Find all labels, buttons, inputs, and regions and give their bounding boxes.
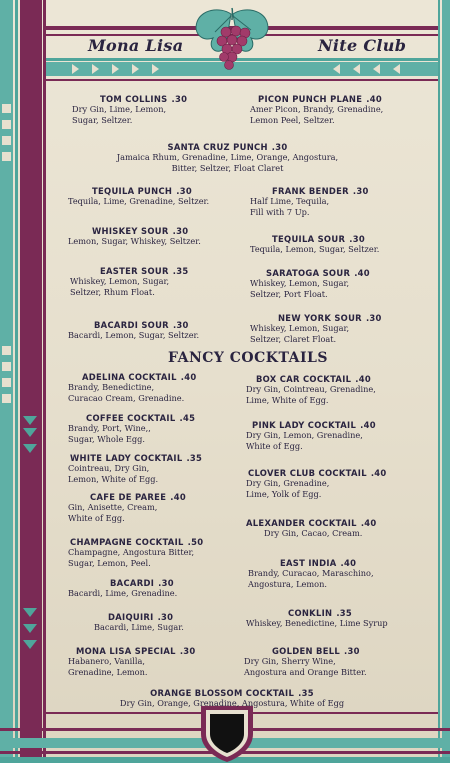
drink-price: .30: [365, 313, 382, 323]
drink-ingredients: Whiskey, Lemon, Sugar, Seltzer, Rhum Float.: [70, 276, 170, 297]
drink-name: TEQUILA SOUR: [272, 234, 346, 244]
grape-leaf-icon: [193, 4, 271, 76]
drink-ingredients: Cointreau, Dry Gin, Lemon, White of Egg.: [68, 463, 159, 484]
drink-name: SARATOGA SOUR: [266, 268, 351, 278]
drink-new-york-sour: [250, 313, 382, 344]
drink-ingredients: Dry Gin, Cointreau, Grenadine, Lime, White of Egg.: [246, 384, 376, 405]
drink-name: BACARDI SOUR: [94, 320, 169, 330]
drink-price: .30: [158, 578, 174, 588]
club-name-left: Mona Lisa: [88, 36, 184, 55]
drink-price: .35: [336, 608, 353, 618]
drink-price: .30: [171, 94, 188, 104]
drink-ingredients: Half Lime, Tequila, Fill with 7 Up.: [250, 196, 330, 217]
drink-name: CLOVER CLUB COCKTAIL: [248, 468, 367, 478]
drink-name: WHITE LADY COCKTAIL: [70, 453, 183, 463]
drink-name: BACARDI: [110, 578, 155, 588]
drink-name: CHAMPAGNE COCKTAIL: [70, 537, 184, 547]
drink-name: ORANGE BLOSSOM COCKTAIL: [150, 688, 295, 698]
drink-price: .50: [187, 537, 204, 547]
drink-ingredients: Dry Gin, Orange, Grenadine, Angostura, White of Egg: [119, 698, 345, 709]
drink-ingredients: Dry Gin, Grenadine, Lime, Yolk of Egg.: [246, 478, 330, 499]
drink-ingredients: Champagne, Angostura Bitter, Sugar, Lemon, Peel.: [68, 547, 195, 568]
border-triangle: [23, 624, 37, 633]
drink-white-lady-cocktail: [68, 453, 202, 484]
border-square: [2, 378, 11, 387]
drink-ingredients: Tequila, Lemon, Sugar, Seltzer.: [250, 244, 380, 255]
drink-ingredients: Bacardi, Lemon, Sugar, Seltzer.: [68, 330, 200, 341]
chevron-left-icon: [333, 64, 340, 74]
drink-name: GOLDEN BELL: [272, 646, 341, 656]
drink-price: .35: [186, 453, 203, 463]
drink-price: .30: [179, 646, 196, 656]
drink-alexander-cocktail: [246, 518, 377, 539]
drink-name: COFFEE COCKTAIL: [86, 413, 176, 423]
drink-ingredients: Habanero, Vanilla, Grenadine, Lemon.: [68, 656, 148, 677]
drink-tequila-sour: [250, 234, 379, 255]
border-square: [2, 394, 11, 403]
drink-saratoga-sour: [250, 268, 370, 299]
chevron-right-icon: [92, 64, 99, 74]
chevron-right-icon: [112, 64, 119, 74]
drink-price: .30: [172, 320, 189, 330]
drink-ingredients: Bacardi, Lime, Sugar.: [94, 622, 184, 633]
border-triangle: [23, 428, 37, 437]
drink-ingredients: Dry Gin, Lemon, Grenadine, White of Egg.: [246, 430, 363, 451]
border-triangle: [23, 416, 37, 425]
shield-emblem-icon: [199, 704, 255, 763]
drink-orange-blossom-cocktail: [98, 688, 366, 709]
border-triangle: [23, 444, 37, 453]
drink-price: .40: [340, 558, 357, 568]
drink-price: .40: [354, 268, 370, 278]
border-triangle: [23, 640, 37, 649]
drink-name: MONA LISA SPECIAL: [76, 646, 176, 656]
drink-easter-sour: [70, 266, 188, 297]
drink-name: WHISKEY SOUR: [92, 226, 169, 236]
drink-name: TEQUILA PUNCH: [92, 186, 173, 196]
border-triangle: [23, 608, 37, 617]
drink-price: .30: [352, 186, 369, 196]
drink-santa-cruz-punch: [110, 142, 345, 173]
drink-frank-bender: [250, 186, 369, 217]
drink-price: .30: [157, 612, 174, 622]
drink-box-car-cocktail: [246, 374, 376, 405]
drink-name: TOM COLLINS: [100, 94, 168, 104]
drink-name: ADELINA COCKTAIL: [82, 372, 177, 382]
drink-price: .30: [176, 186, 192, 196]
drink-name: EASTER SOUR: [100, 266, 169, 276]
drink-name: FRANK BENDER: [272, 186, 349, 196]
chevron-right-icon: [152, 64, 159, 74]
drink-name: CONKLIN: [288, 608, 333, 618]
drink-adelina-cocktail: [68, 372, 196, 403]
drink-price: .30: [271, 142, 288, 152]
drink-bacardi: [68, 578, 177, 599]
club-name-right: Nite Club: [318, 36, 407, 55]
drink-ingredients: Whiskey, Lemon, Sugar, Seltzer, Port Float.: [250, 278, 350, 299]
drink-bacardi-sour: [68, 320, 199, 341]
drink-ingredients: Dry Gin, Cacao, Cream.: [264, 528, 363, 539]
drink-name: SANTA CRUZ PUNCH: [167, 142, 268, 152]
drink-picon-punch-plane: [250, 94, 383, 125]
drink-coffee-cocktail: [68, 413, 195, 444]
drink-tom-collins: [72, 94, 187, 125]
drink-mona-lisa-special: [68, 646, 196, 677]
drink-name: EAST INDIA: [280, 558, 337, 568]
border-square: [2, 362, 11, 371]
drink-clover-club-cocktail: [246, 468, 387, 499]
drink-ingredients: Brandy, Curacao, Maraschino, Angostura, Lemon.: [248, 568, 374, 589]
drink-name: NEW YORK SOUR: [278, 313, 362, 323]
drink-price: .30: [349, 234, 365, 244]
drink-daiquiri: [94, 612, 184, 633]
chevron-right-icon: [132, 64, 139, 74]
drink-ingredients: Dry Gin, Sherry Wine, Angostura and Orange Bitter.: [244, 656, 367, 677]
header-band-maroon-low: [46, 79, 438, 81]
drink-conklin: [246, 608, 388, 629]
drink-ingredients: Whiskey, Lemon, Sugar, Seltzer, Claret Float.: [250, 323, 350, 344]
drink-price: .40: [170, 492, 186, 502]
drink-name: ALEXANDER COCKTAIL: [246, 518, 357, 528]
drink-ingredients: Brandy, Port, Wine,, Sugar, Whole Egg.: [68, 423, 151, 444]
drink-cafe-de-paree: [68, 492, 186, 523]
drink-ingredients: Whiskey, Benedictine, Lime Syrup: [246, 618, 388, 629]
drink-pink-lady-cocktail: [246, 420, 376, 451]
drink-price: .30: [172, 226, 189, 236]
drink-whiskey-sour: [68, 226, 201, 247]
drink-ingredients: Brandy, Benedictine, Curacao Cream, Grenadine.: [68, 382, 185, 403]
chevron-right-icon: [72, 64, 79, 74]
drink-price: .40: [355, 374, 372, 384]
right-border-line: [438, 0, 440, 763]
drink-ingredients: Bacardi, Lime, Grenadine.: [68, 588, 178, 599]
right-border-teal: [442, 0, 450, 763]
drink-price: .45: [179, 413, 196, 423]
left-border-teal-line: [15, 0, 18, 763]
drink-name: PINK LADY COCKTAIL: [252, 420, 357, 430]
drink-east-india: [248, 558, 374, 589]
drink-ingredients: Gin, Anisette, Cream, White of Egg.: [68, 502, 158, 523]
border-square: [2, 104, 11, 113]
drink-ingredients: Tequila, Lime, Grenadine, Seltzer.: [68, 196, 210, 207]
drink-ingredients: Lemon, Sugar, Whiskey, Seltzer.: [68, 236, 201, 247]
border-square: [2, 152, 11, 161]
drink-tequila-punch: [68, 186, 209, 207]
border-square: [2, 120, 11, 129]
drink-price: .40: [370, 468, 387, 478]
drink-ingredients: Dry Gin, Lime, Lemon, Sugar, Seltzer.: [72, 104, 167, 125]
drink-price: .35: [298, 688, 314, 698]
drink-golden-bell: [244, 646, 367, 677]
drink-name: BOX CAR COCKTAIL: [256, 374, 352, 384]
section-title-fancy-cocktails: FANCY COCKTAILS: [168, 350, 328, 366]
drink-price: .40: [360, 518, 377, 528]
drink-price: .40: [360, 420, 376, 430]
left-border-maroon-line: [43, 0, 46, 763]
drink-ingredients: Jamaica Rhum, Grenadine, Lime, Orange, Angostura, Bitter, Seltzer, Float Claret: [116, 152, 339, 173]
drink-name: DAIQUIRI: [108, 612, 154, 622]
drink-price: .40: [366, 94, 383, 104]
chevron-left-icon: [373, 64, 380, 74]
drink-name: CAFE DE PAREE: [90, 492, 167, 502]
drink-name: PICON PUNCH PLANE: [258, 94, 363, 104]
border-square: [2, 346, 11, 355]
border-square: [2, 136, 11, 145]
chevron-left-icon: [353, 64, 360, 74]
chevron-left-icon: [393, 64, 400, 74]
drink-price: .30: [344, 646, 360, 656]
drink-price: .40: [180, 372, 197, 382]
drink-ingredients: Amer Picon, Brandy, Grenadine, Lemon Peel, Seltzer.: [250, 104, 384, 125]
drink-price: .35: [172, 266, 189, 276]
drink-champagne-cocktail: [68, 537, 203, 568]
